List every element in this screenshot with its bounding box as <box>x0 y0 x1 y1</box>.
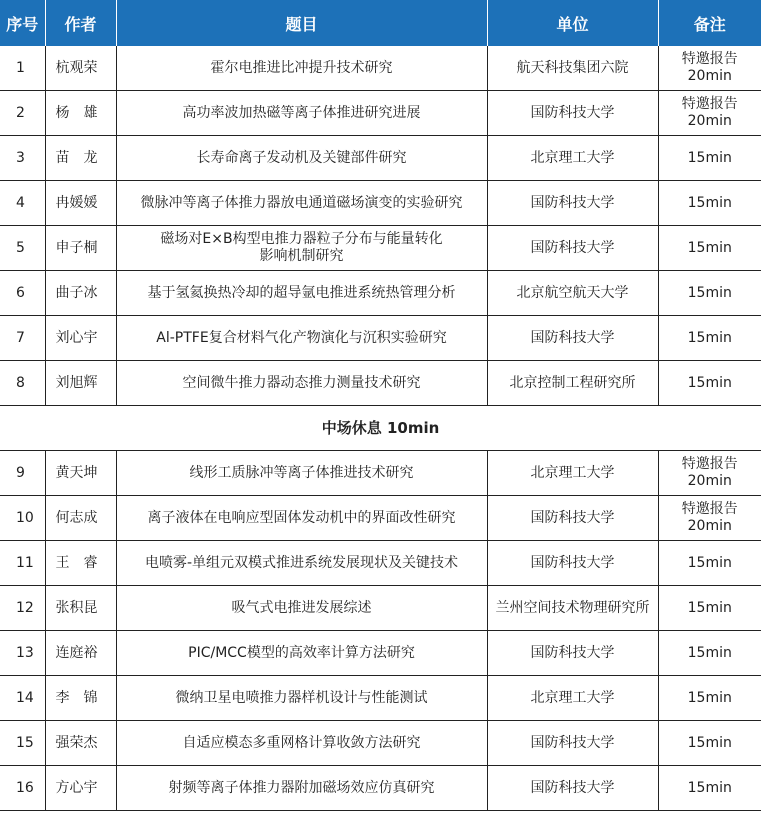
cell-author: 张积昆 <box>45 586 116 631</box>
table-row <box>0 451 761 496</box>
table-row <box>0 766 761 811</box>
cell-title: 长寿命离子发动机及关键部件研究 <box>116 136 487 181</box>
cell-unit: 国防科技大学 <box>487 181 658 226</box>
cell-title: 线形工质脉冲等离子体推进技术研究 <box>116 451 487 496</box>
cell-note: 15min <box>658 181 761 226</box>
cell-author: 王 睿 <box>45 541 116 586</box>
cell-title: PIC/MCC模型的高效率计算方法研究 <box>116 631 487 676</box>
cell-title: 基于氢氦换热冷却的超导氩电推进系统热管理分析 <box>116 271 487 316</box>
cell-unit: 国防科技大学 <box>487 766 658 811</box>
cell-note: 特邀报告 20min <box>658 46 761 91</box>
table-body <box>0 46 761 811</box>
table-row <box>0 631 761 676</box>
cell-note: 15min <box>658 361 761 406</box>
break-row <box>0 406 761 451</box>
cell-unit: 国防科技大学 <box>487 496 658 541</box>
cell-unit: 国防科技大学 <box>487 226 658 271</box>
cell-title: 微纳卫星电喷推力器样机设计与性能测试 <box>116 676 487 721</box>
cell-unit: 北京理工大学 <box>487 136 658 181</box>
cell-num: 11 <box>0 541 45 586</box>
cell-author: 黄天坤 <box>45 451 116 496</box>
cell-unit: 国防科技大学 <box>487 721 658 766</box>
cell-num: 4 <box>0 181 45 226</box>
cell-num: 3 <box>0 136 45 181</box>
cell-unit: 国防科技大学 <box>487 541 658 586</box>
cell-author: 冉媛媛 <box>45 181 116 226</box>
cell-author: 方心宇 <box>45 766 116 811</box>
cell-author: 强荣杰 <box>45 721 116 766</box>
header-unit: 单位 <box>487 0 658 46</box>
cell-author: 申子桐 <box>45 226 116 271</box>
cell-author: 李 锦 <box>45 676 116 721</box>
cell-num: 16 <box>0 766 45 811</box>
cell-unit: 国防科技大学 <box>487 316 658 361</box>
cell-num: 2 <box>0 91 45 136</box>
cell-title: 高功率波加热磁等离子体推进研究进展 <box>116 91 487 136</box>
table-row <box>0 271 761 316</box>
cell-author: 曲子冰 <box>45 271 116 316</box>
cell-unit: 国防科技大学 <box>487 631 658 676</box>
cell-num: 9 <box>0 451 45 496</box>
table-row <box>0 46 761 91</box>
cell-title: 霍尔电推进比冲提升技术研究 <box>116 46 487 91</box>
header-row <box>0 0 761 46</box>
cell-title: Al-PTFE复合材料气化产物演化与沉积实验研究 <box>116 316 487 361</box>
table-row <box>0 586 761 631</box>
cell-num: 6 <box>0 271 45 316</box>
cell-author: 刘旭辉 <box>45 361 116 406</box>
cell-num: 7 <box>0 316 45 361</box>
cell-num: 12 <box>0 586 45 631</box>
table-row <box>0 316 761 361</box>
cell-unit: 北京理工大学 <box>487 451 658 496</box>
cell-note: 15min <box>658 316 761 361</box>
header-seq: 序号 <box>0 0 45 46</box>
cell-num: 5 <box>0 226 45 271</box>
table-row <box>0 226 761 271</box>
break-label: 中场休息 10min <box>0 406 761 451</box>
cell-title: 吸气式电推进发展综述 <box>116 586 487 631</box>
cell-num: 8 <box>0 361 45 406</box>
table-row <box>0 541 761 586</box>
cell-note: 15min <box>658 271 761 316</box>
cell-num: 10 <box>0 496 45 541</box>
table-row <box>0 361 761 406</box>
table-row <box>0 496 761 541</box>
cell-unit: 航天科技集团六院 <box>487 46 658 91</box>
cell-note: 15min <box>658 541 761 586</box>
cell-note: 特邀报告 20min <box>658 496 761 541</box>
table-row <box>0 676 761 721</box>
cell-note: 15min <box>658 226 761 271</box>
cell-note: 15min <box>658 136 761 181</box>
cell-unit: 北京航空航天大学 <box>487 271 658 316</box>
table-row <box>0 181 761 226</box>
cell-num: 13 <box>0 631 45 676</box>
cell-author: 刘心宇 <box>45 316 116 361</box>
cell-author: 苗 龙 <box>45 136 116 181</box>
cell-num: 1 <box>0 46 45 91</box>
cell-title: 自适应模态多重网格计算收敛方法研究 <box>116 721 487 766</box>
cell-num: 15 <box>0 721 45 766</box>
cell-note: 15min <box>658 586 761 631</box>
cell-note: 15min <box>658 721 761 766</box>
cell-unit: 北京理工大学 <box>487 676 658 721</box>
cell-title: 电喷雾-单组元双模式推进系统发展现状及关键技术 <box>116 541 487 586</box>
cell-author: 连庭裕 <box>45 631 116 676</box>
cell-note: 特邀报告 20min <box>658 451 761 496</box>
cell-title: 离子液体在电响应型固体发动机中的界面改性研究 <box>116 496 487 541</box>
cell-title: 空间微牛推力器动态推力测量技术研究 <box>116 361 487 406</box>
cell-title: 磁场对E×B构型电推力器粒子分布与能量转化 影响机制研究 <box>116 226 487 271</box>
cell-num: 14 <box>0 676 45 721</box>
table-row <box>0 721 761 766</box>
table-row <box>0 136 761 181</box>
cell-unit: 国防科技大学 <box>487 91 658 136</box>
table-row <box>0 91 761 136</box>
header-title: 题目 <box>116 0 487 46</box>
cell-unit: 兰州空间技术物理研究所 <box>487 586 658 631</box>
cell-note: 15min <box>658 766 761 811</box>
header-author: 作者 <box>45 0 116 46</box>
cell-title: 射频等离子体推力器附加磁场效应仿真研究 <box>116 766 487 811</box>
cell-author: 杭观荣 <box>45 46 116 91</box>
cell-author: 何志成 <box>45 496 116 541</box>
cell-author: 杨 雄 <box>45 91 116 136</box>
header-note: 备注 <box>658 0 761 46</box>
cell-unit: 北京控制工程研究所 <box>487 361 658 406</box>
cell-title: 微脉冲等离子体推力器放电通道磁场演变的实验研究 <box>116 181 487 226</box>
cell-note: 15min <box>658 676 761 721</box>
cell-note: 15min <box>658 631 761 676</box>
cell-note: 特邀报告 20min <box>658 91 761 136</box>
